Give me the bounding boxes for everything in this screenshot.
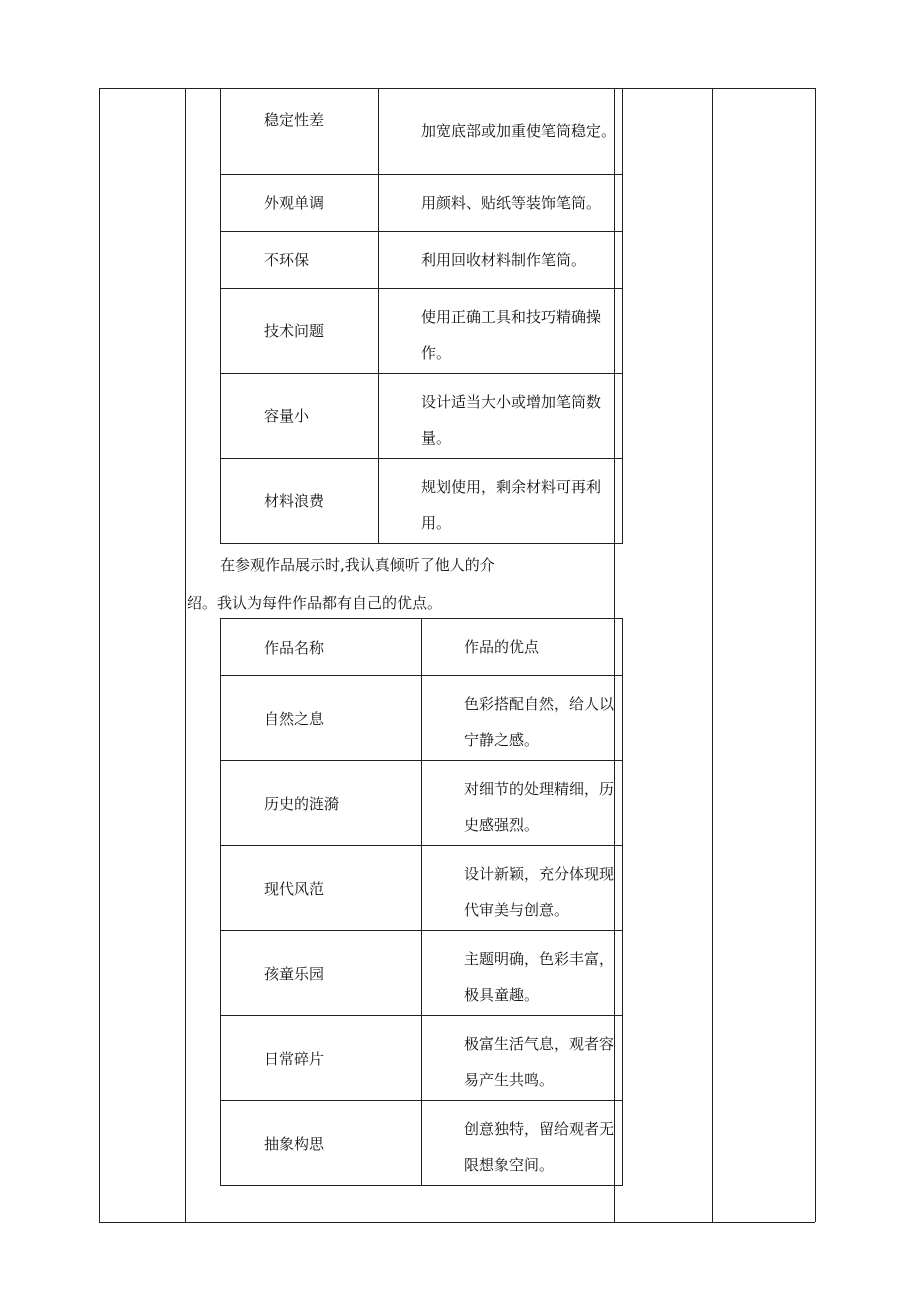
solution-cell: 用颜料、贴纸等装饰笔筒。 <box>379 174 623 231</box>
table-row <box>221 88 623 174</box>
work-merit-cell: 设计新颖，充分体现现代审美与创意。 <box>422 846 623 931</box>
reflection-line-2: 绍。我认为每件作品都有自己的优点。 <box>187 594 443 612</box>
problem-cell: 容量小 <box>221 373 379 458</box>
work-merit-cell: 对细节的处理精细，历史感强烈。 <box>422 761 623 846</box>
solution-cell: 使用正确工具和技巧精确操作。 <box>379 288 623 373</box>
work-name-cell: 孩童乐园 <box>221 931 422 1016</box>
work-name-cell: 现代风范 <box>221 846 422 931</box>
table-row <box>221 174 623 231</box>
table-row <box>221 231 623 288</box>
work-name-cell: 抽象构思 <box>221 1101 422 1186</box>
table-row <box>221 676 623 761</box>
problem-cell: 稳定性差 <box>221 88 379 174</box>
table-row <box>221 761 623 846</box>
header-work-merit: 作品的优点 <box>422 619 623 676</box>
table-row <box>221 1016 623 1101</box>
work-name-cell: 日常碎片 <box>221 1016 422 1101</box>
solution-cell: 设计适当大小或增加笔筒数量。 <box>379 373 623 458</box>
problem-cell: 外观单调 <box>221 174 379 231</box>
table-header-row <box>221 619 623 676</box>
table-row <box>221 931 623 1016</box>
problem-cell: 不环保 <box>221 231 379 288</box>
outer-right-border <box>815 88 816 1222</box>
table-row <box>221 1101 623 1186</box>
solution-cell: 利用回收材料制作笔筒。 <box>379 231 623 288</box>
table-row <box>221 373 623 458</box>
problem-cell: 材料浪费 <box>221 458 379 543</box>
work-merit-cell: 创意独特，留给观者无限想象空间。 <box>422 1101 623 1186</box>
table-row <box>221 458 623 543</box>
reflection-line-1: 在参观作品展示时,我认真倾听了他人的介 <box>220 556 495 574</box>
problems-table <box>220 88 623 544</box>
outer-left-border <box>99 88 100 1222</box>
table-row <box>221 846 623 931</box>
work-merit-cell: 色彩搭配自然，给人以宁静之感。 <box>422 676 623 761</box>
column-divider-3 <box>712 88 713 1222</box>
outer-bottom-border <box>99 1222 815 1223</box>
work-merit-cell: 主题明确，色彩丰富，极具童趣。 <box>422 931 623 1016</box>
table-row <box>221 288 623 373</box>
solution-cell: 加宽底部或加重使笔筒稳定。 <box>379 88 623 174</box>
work-merit-cell: 极富生活气息，观者容易产生共鸣。 <box>422 1016 623 1101</box>
works-table <box>220 618 623 1186</box>
work-name-cell: 历史的涟漪 <box>221 761 422 846</box>
problem-cell: 技术问题 <box>221 288 379 373</box>
column-divider-1 <box>185 88 186 1222</box>
work-name-cell: 自然之息 <box>221 676 422 761</box>
solution-cell: 规划使用，剩余材料可再利用。 <box>379 458 623 543</box>
header-work-name: 作品名称 <box>221 619 422 676</box>
